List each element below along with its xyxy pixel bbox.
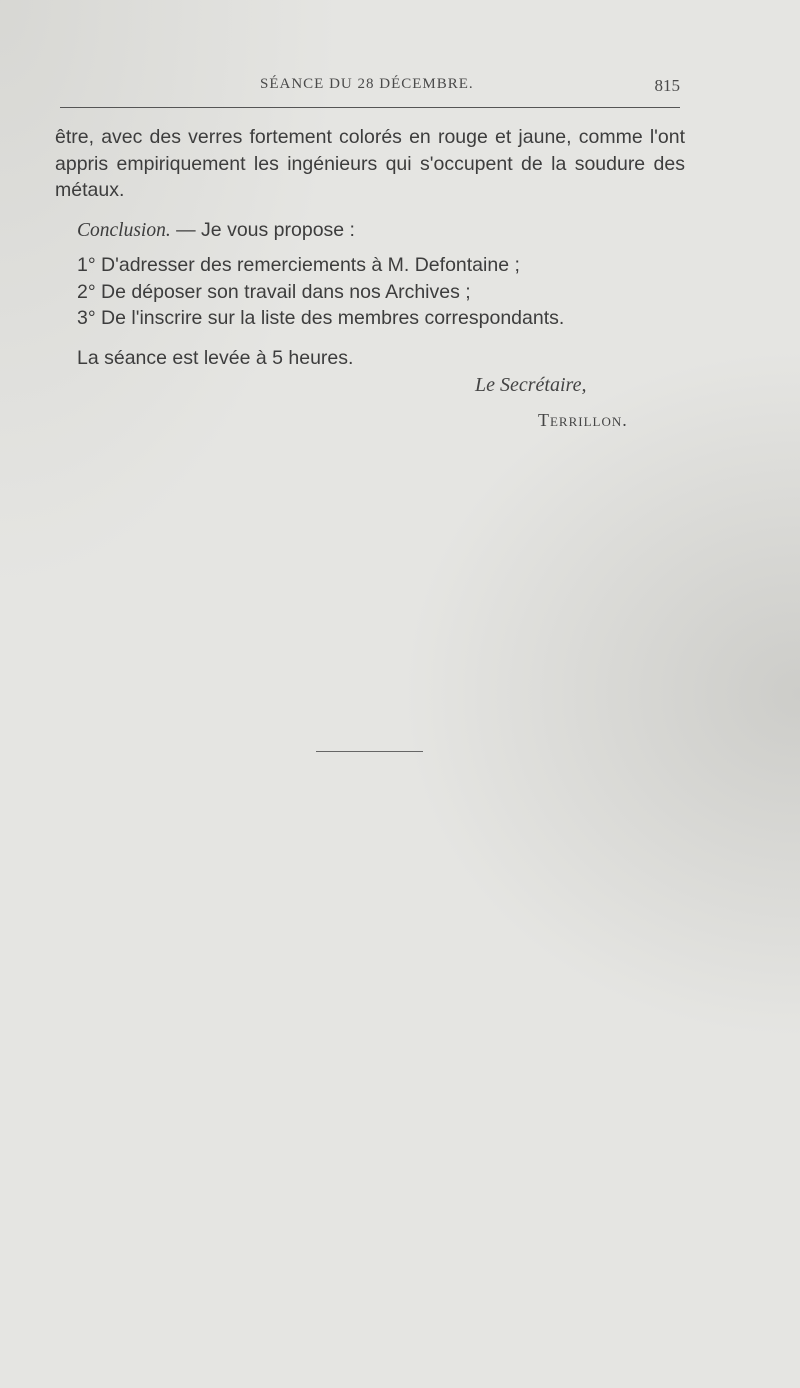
header-rule <box>60 107 680 108</box>
running-head <box>60 76 680 98</box>
running-title: SÉANCE DU 28 DÉCEMBRE. <box>260 76 474 92</box>
list-item: 3° De l'inscrire sur la liste des membres correspondants. <box>77 307 565 329</box>
list-item: 1° D'adresser des remerciements à M. Defontaine ; <box>77 254 520 276</box>
conclusion-label: Conclusion. <box>77 219 171 241</box>
body-text <box>55 124 685 371</box>
signature-name: Terrillon. <box>538 410 628 430</box>
end-rule <box>316 751 423 752</box>
signature-role: Le Secrétaire, <box>475 374 587 396</box>
continued-paragraph: être, avec des verres fortement colorés en rouge et jaune, comme l'ont appris empiriquement les ingénieurs qui s'occupent de la soudure des métaux. <box>55 126 685 201</box>
closing-line: La séance est levée à 5 heures. <box>77 346 354 369</box>
page-number: 815 <box>654 76 680 95</box>
conclusion-paragraph <box>55 217 685 245</box>
list-item: 2° De déposer son travail dans nos Archives ; <box>77 280 471 303</box>
conclusion-intro: — Je vous propose : <box>170 218 355 241</box>
